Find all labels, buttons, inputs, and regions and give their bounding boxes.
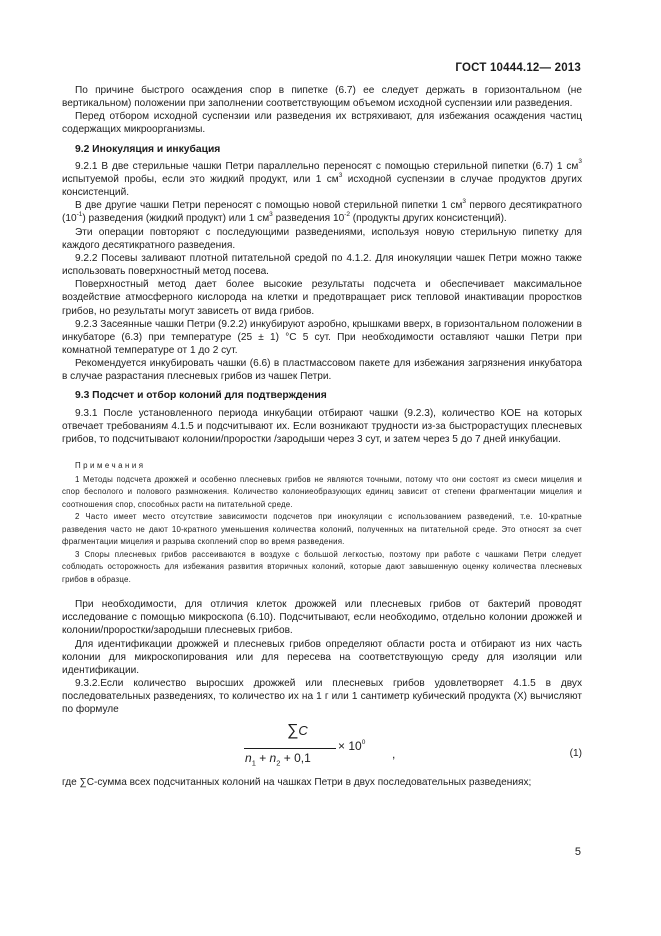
paragraph-9-2-1: 9.2.1 В две стерильные чашки Петри параллельно переносят с помощью стерильной пипетки (6.7) 1 $см^3$ испытуемой пробы, если это жидкий продукт, или 1 $см^3$ исходной суспензии в случае продуктов других консистенций. — [62, 158, 582, 199]
formula-comma: , — [392, 747, 396, 762]
note-item: 2 Часто имеет место отсутствие зависимости подсчетов при инокуляции с использованием разведений, т.е. 10-кратные разведения часто не дают 10-кратного уменьшения количества колоний, полученных на питательной среде. Это относят за счет фрагментации мицелия и разрыва скоплений спор во время разведения. — [62, 512, 582, 547]
paragraph: При необходимости, для отличия клеток дрожжей или плесневых грибов от бактерий проводят исследование с помощью микроскопа (6.10). Подсчитывают, если необходимо, отдельно колонии дрожжей и колонии/проростки/зародыши плесневых грибов. — [62, 599, 582, 637]
paragraph-9-3-1: 9.3.1 После установленного периода инкубации отбирают чашки (9.2.3), количество КОЕ на которых отвечает требованиям 4.1.5 и подсчитывают их. Если возникают трудности из-за быстрорастущих плесневых грибов, то подсчитывают колонии/проростки /зародыши через 3 сут, и затем через 5 до 7 дней инкубации. — [62, 407, 582, 445]
paragraph: По причине быстрого осаждения спор в пипетке (6.7) ее следует держать в горизонтальном (не вертикальном) положении при заполнении соответствующим объемом исходной суспензии или разведения. — [62, 85, 582, 110]
notes-title: Примечания — [75, 461, 146, 471]
paragraph: Эти операции повторяют с последующими разведениями, используя новую стерильную пипетку для каждого десятикратного разведения. — [62, 226, 582, 251]
page-number: 5 — [574, 846, 581, 858]
paragraph: Рекомендуется инкубировать чашки (6.6) в пластмассовом пакете для избежания загрязнения инкубатора в случае разрастания плесневых грибов из чашек Петри. — [62, 358, 582, 383]
paragraph-9-2-3: 9.2.3 Засеянные чашки Петри (9.2.2) инкубируют аэробно, крышками вверх, в горизонтальном положении в инкубаторе (6.3) при температуре (25 ± 1) °С 5 сут. При необходимости оставляют чашки Петри при комнатной температуре от 1 до 2 сут. — [62, 318, 582, 356]
paragraph: Перед отбором исходной суспензии или разведения их встряхивают, для избежания осаждения частиц содержащих микроорганизмы. — [62, 111, 582, 136]
formula-number: (1) — [569, 748, 582, 760]
formula-denominator: $n_1 + n_2 + 0,1$ — [245, 751, 311, 768]
note-item: 3 Споры плесневых грибов рассеиваются в воздухе с большой легкостью, поэтому при работе с чашками Петри следует соблюдать осторожность для избежания развития вторичных колоний, которые дают завышенную оценку количества плесневых грибов в образце. — [62, 549, 582, 584]
formula-legend: где ∑С-сумма всех подсчитанных колоний на чашках Петри в двух последовательных разведениях; — [62, 777, 532, 789]
paragraph: В две другие чашки Петри переносят с помощью новой стерильной пипетки 1 $см^3$ первого десятикратного $(10^{-1})$ разведения (жидкий продукт) или 1 $см^3$ разведения $10^{-2}$ (продукты других консистенций). — [62, 197, 582, 225]
document-body — [62, 84, 582, 790]
paragraph-9-2-2: 9.2.2 Посевы заливают плотной питательной средой по 4.1.2. Для инокуляции чашек Петри можно также использовать поверхностный метод посева. — [62, 252, 582, 278]
section-heading-9-2: 9.2 Инокуляция и инкубация — [75, 143, 221, 155]
formula-multiplier: × $10^0$ — [338, 739, 366, 754]
paragraph-9-3-2: 9.3.2.Если количество выросших дрожжей или плесневых грибов удовлетворяет 4.1.5 в двух последовательных разведениях, то количество их на 1 г или 1 сантиметр кубический продукта (Х) вычисляют по формуле — [62, 678, 582, 716]
paragraph: Для идентификации дрожжей и плесневых грибов определяют области роста и отбирают из них часть колонии для микроскопирования или для пересева на соответствующую среду для изоляции или идентификации. — [62, 638, 582, 676]
formula-numerator: ∑C — [287, 722, 308, 740]
note-item: 1 Методы подсчета дрожжей и особенно плесневых грибов не являются точными, потому что они состоят из смеси мицелия и спор бесполого и полового размножения. Количество колониеобразующих единиц зависит от степени фрагментации мицелия и соотношения спор, способных расти на питательной среде. — [62, 474, 582, 509]
formula-block — [62, 722, 582, 774]
standard-header: ГОСТ 10444.12— 2013 — [455, 62, 581, 74]
fraction-bar — [244, 748, 336, 749]
paragraph: Поверхностный метод дает более высокие результаты подсчета и обеспечивает максимальное воздействие атмосферного кислорода на клетки и предотвращает риск тепловой инактивации проростков грибов, но результаты могут зависеть от вида грибов. — [62, 279, 582, 317]
notes-block — [62, 460, 582, 586]
section-heading-9-3: 9.3 Подсчет и отбор колоний для подтверждения — [75, 390, 327, 402]
formula — [242, 722, 412, 774]
